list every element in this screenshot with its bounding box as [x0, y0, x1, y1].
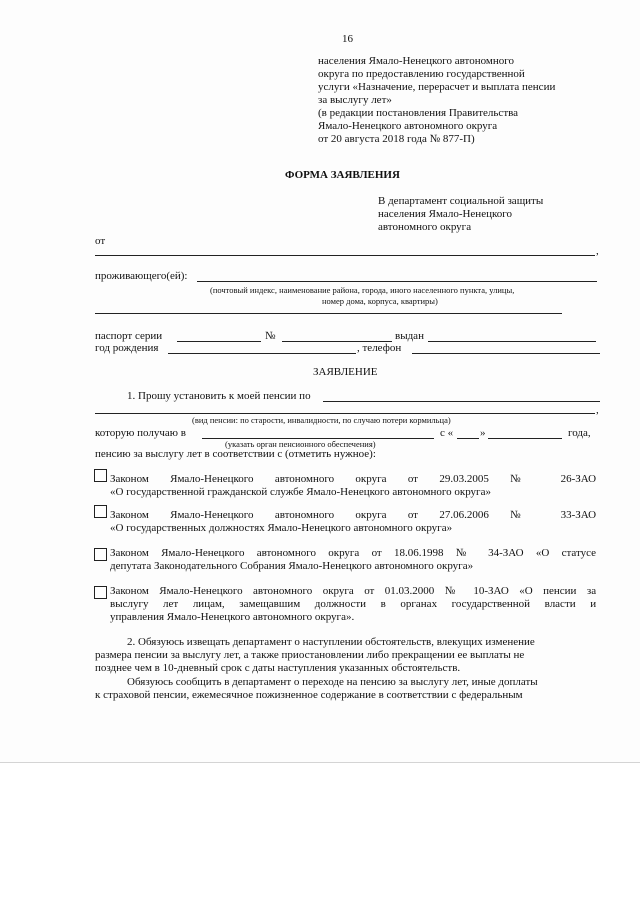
para2-line: позднее чем в 10-дневный срок с даты наступления указанных обстоятельств. — [95, 662, 461, 674]
date-from-label: с « — [440, 427, 454, 439]
residence-hint: (почтовый индекс, наименование района, города, иного населенного пункта, улицы, — [210, 285, 515, 295]
header-note-line: от 20 августа 2018 года № 877-П) — [318, 133, 475, 145]
residence-label: проживающего(ей): — [95, 270, 188, 282]
comma: , — [596, 245, 599, 257]
passport-issued-field[interactable] — [428, 341, 596, 342]
law-4-checkbox[interactable] — [94, 586, 107, 599]
passport-number-label: № — [265, 330, 276, 342]
law-2-line2: «О государственных должностях Ямало-Ненецкого автономного округа» — [110, 522, 453, 534]
quote-close: » — [480, 427, 486, 439]
addressee-line: В департамент социальной защиты — [378, 195, 544, 207]
header-note-line: за выслугу лет» — [318, 94, 392, 106]
header-note-line: Ямало-Ненецкого автономного округа — [318, 120, 498, 132]
header-note-line: (в редакции постановления Правительства — [318, 107, 519, 119]
law-3-checkbox[interactable] — [94, 548, 107, 561]
comma: , — [596, 404, 599, 416]
birth-year-label: год рождения — [95, 342, 159, 354]
law-4-line2: выслугу лет лицам, замещавшим должности в органах государственной власти и — [110, 598, 597, 610]
residence-field-line2[interactable] — [95, 313, 562, 314]
from-name-field[interactable] — [95, 255, 595, 256]
passport-series-label: паспорт серии — [95, 330, 163, 342]
receive-label: которую получаю в — [95, 427, 186, 439]
passport-series-field[interactable] — [177, 341, 261, 342]
pension-kind-hint: (вид пенсии: по старости, инвалидности, по случаю потери кормильца) — [192, 415, 451, 425]
according-text: пенсию за выслугу лет в соответствии с (отметить нужное): — [95, 448, 376, 460]
law-1-line1: Законом Ямало-Ненецкого автономного округа от 29.03.2005 № 26-ЗАО — [110, 473, 597, 485]
law-4-line1: Законом Ямало-Ненецкого автономного округа от 01.03.2000 № 10-ЗАО «О пенсии за — [110, 585, 597, 597]
residence-hint: номер дома, корпуса, квартиры) — [322, 296, 438, 306]
law-2-checkbox[interactable] — [94, 505, 107, 518]
header-note-line: услуги «Назначение, перерасчет и выплата пенсии — [318, 81, 556, 93]
form-title: ФОРМА ЗАЯВЛЕНИЯ — [285, 169, 400, 181]
para3-line: Обязуюсь сообщить в департамент о переходе на пенсию за выслугу лет, иные доплаты — [127, 676, 538, 688]
phone-label: , телефон — [357, 342, 402, 354]
law-3-line1: Законом Ямало-Ненецкого автономного округа от 18.06.1998 № 34-ЗАО «О статусе — [110, 547, 597, 559]
header-note-line: округа по предоставлению государственной — [318, 68, 525, 80]
passport-issued-label: выдан — [395, 330, 424, 342]
law-2-line1: Законом Ямало-Ненецкого автономного округа от 27.06.2006 № 33-ЗАО — [110, 509, 597, 521]
law-1-line2: «О государственной гражданской службе Ямало-Ненецкого автономного округа» — [110, 486, 491, 498]
year-label: года, — [568, 427, 591, 439]
date-month-field[interactable] — [488, 438, 562, 439]
residence-field[interactable] — [197, 281, 597, 282]
header-note-line: населения Ямало-Ненецкого автономного — [318, 55, 514, 67]
addressee-line: населения Ямало-Ненецкого — [378, 208, 512, 220]
phone-field[interactable] — [412, 353, 600, 354]
para3-line: к страховой пенсии, ежемесячное пожизненное содержание в соответствии с федеральным — [95, 689, 523, 701]
para1-lead: 1. Прошу установить к моей пенсии по — [127, 390, 311, 402]
birth-year-field[interactable] — [168, 353, 356, 354]
law-3-line2: депутата Законодательного Собрания Ямало-Ненецкого автономного округа» — [110, 560, 474, 572]
from-label: от — [95, 235, 106, 247]
date-day-field[interactable] — [457, 438, 479, 439]
para2-line: 2. Обязуюсь извещать департамент о наступлении обстоятельств, влекущих изменение — [127, 636, 535, 648]
addressee-line: автономного округа — [378, 221, 472, 233]
law-1-checkbox[interactable] — [94, 469, 107, 482]
statement-title: ЗАЯВЛЕНИЕ — [313, 366, 378, 378]
page-number: 16 — [342, 33, 353, 45]
law-4-line3: управления Ямало-Ненецкого автономного округа». — [110, 611, 355, 623]
pension-kind-field[interactable] — [323, 401, 600, 402]
agency-hint: (указать орган пенсионного обеспечения) — [225, 439, 376, 449]
para2-line: размера пенсии за выслугу лет, а также приостановлении либо прекращении ее выплаты не — [95, 649, 525, 661]
